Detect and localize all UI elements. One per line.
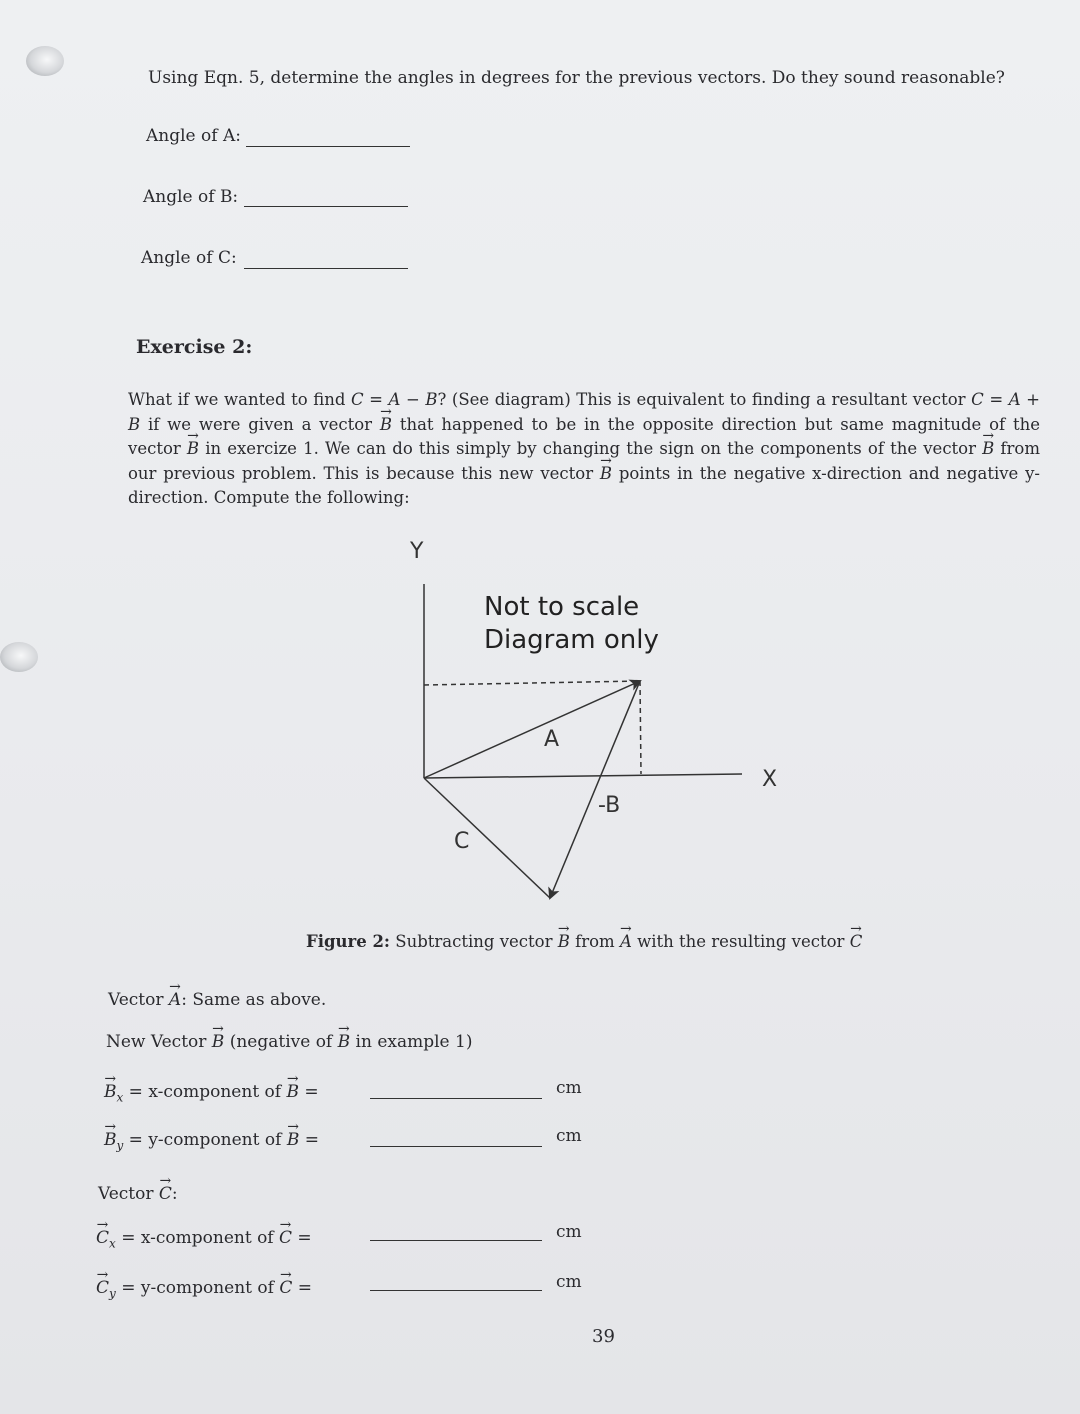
by-subscript: y <box>116 1138 124 1153</box>
angle-c-label: Angle of C: <box>141 248 237 268</box>
cy-vector: → C <box>279 1276 292 1300</box>
para-text: from our previous problem. This is because this new vector <box>128 439 1041 483</box>
cx-answer-blank[interactable] <box>370 1240 542 1241</box>
vector-c-line <box>98 1182 178 1206</box>
cy-subscript: y <box>109 1286 116 1301</box>
vector-neg-b-arrow <box>550 681 640 898</box>
by-text: = y-component of <box>123 1130 287 1150</box>
cy-unit: cm <box>556 1272 582 1292</box>
vector-diagram <box>380 530 820 910</box>
equation-c-plus: C = A + B <box>128 390 1040 434</box>
caption-text: from <box>569 932 620 951</box>
equation-c-minus: C = A − B <box>350 390 438 409</box>
cy-row <box>96 1276 312 1305</box>
cx-row <box>96 1226 312 1255</box>
cy-symbol: → C <box>96 1276 109 1300</box>
para-text: that happened to be in the opposite direction but same magnitude of the vector <box>128 414 1040 458</box>
caption-label: Figure 2: <box>306 932 391 951</box>
vector-b-symbol: → B <box>338 1030 351 1054</box>
bx-symbol: → B <box>104 1080 117 1104</box>
angle-b-label: Angle of B: <box>143 187 239 207</box>
by-equals: = <box>299 1130 319 1150</box>
angle-a-label: Angle of A: <box>146 126 241 146</box>
vector-b-symbol: → B <box>600 462 612 487</box>
caption-vector-c: → C <box>850 930 863 954</box>
by-symbol: → B <box>104 1128 117 1152</box>
cx-vector: → C <box>279 1226 292 1250</box>
cx-equals: = <box>292 1228 312 1248</box>
caption-vector-b: → B <box>558 930 570 954</box>
cx-symbol: → C <box>96 1226 109 1250</box>
caption-text: with the resulting vector <box>631 932 850 951</box>
para-text: What if we wanted to find <box>128 390 351 409</box>
line-text: : <box>171 1184 178 1204</box>
cx-unit: cm <box>556 1222 582 1242</box>
angle-a-blank[interactable] <box>246 146 410 147</box>
para-text: if we were given a vector <box>140 414 380 434</box>
vector-b-symbol: → B <box>380 413 392 438</box>
line-text: New Vector <box>106 1032 212 1052</box>
cy-text: = y-component of <box>115 1278 280 1298</box>
diagram-note-line2: Diagram only <box>484 625 659 655</box>
y-axis-label: Y <box>410 539 424 564</box>
cx-subscript: x <box>109 1236 116 1251</box>
diagram-note-line1: Not to scale <box>484 592 640 622</box>
para-text: ? (See diagram) This is equivalent to finding a resultant vector <box>437 390 972 409</box>
figure-caption <box>306 930 862 954</box>
line-text: in example 1) <box>350 1032 473 1052</box>
caption-text: Subtracting vector <box>390 932 558 951</box>
vector-neg-b-label: -B <box>598 793 621 818</box>
exercise-title: Exercise 2: <box>136 336 253 358</box>
by-vector: → B <box>287 1128 300 1152</box>
cy-equals: = <box>292 1278 312 1298</box>
new-vector-b-line <box>106 1030 472 1054</box>
vector-b-symbol: → B <box>212 1030 225 1054</box>
bx-subscript: x <box>116 1090 124 1105</box>
page-number: 39 <box>592 1326 615 1347</box>
binder-hole-middle <box>0 642 38 672</box>
by-unit: cm <box>556 1126 582 1146</box>
bx-text: = x-component of <box>123 1082 287 1102</box>
cx-text: = x-component of <box>115 1228 279 1248</box>
line-text: Vector <box>108 990 169 1010</box>
x-axis-label: X <box>762 767 778 792</box>
vector-a-label: A <box>544 727 560 752</box>
bx-equals: = <box>298 1082 319 1102</box>
bx-unit: cm <box>556 1078 582 1098</box>
angle-b-blank[interactable] <box>244 206 408 207</box>
vector-b-symbol: → B <box>187 437 199 462</box>
vector-b-symbol: → B <box>982 437 994 462</box>
vector-c-arrow <box>424 778 550 898</box>
line-text: (negative of <box>224 1032 338 1052</box>
exercise-paragraph <box>128 388 1040 511</box>
vector-c-symbol: → C <box>159 1182 172 1206</box>
para-text: in exercize 1. We can do this simply by changing the sign on the components of the vector <box>199 439 983 458</box>
by-answer-blank[interactable] <box>370 1146 542 1147</box>
dashed-guide-vertical <box>640 681 641 774</box>
binder-hole-top <box>26 46 64 76</box>
line-text: : Same as above. <box>181 990 327 1010</box>
angle-c-blank[interactable] <box>244 268 408 269</box>
vector-a-symbol: → A <box>169 988 181 1012</box>
vector-a-line <box>108 988 326 1012</box>
vector-a-arrow <box>424 681 640 778</box>
para-text: points in the negative x-direction and negative y-direction. Compute the following: <box>128 463 1040 507</box>
x-axis-line <box>424 774 742 778</box>
bx-vector: → B <box>286 1080 299 1104</box>
bx-row <box>104 1080 319 1109</box>
vector-c-label: C <box>454 829 470 854</box>
line-text: Vector <box>98 1184 159 1204</box>
cy-answer-blank[interactable] <box>370 1290 542 1291</box>
bx-answer-blank[interactable] <box>370 1098 542 1099</box>
intro-text: Using Eqn. 5, determine the angles in degrees for the previous vectors. Do they sound reasonable? <box>148 68 1005 88</box>
dashed-guide-horizontal <box>424 681 640 685</box>
caption-vector-a: → A <box>620 930 632 954</box>
by-row <box>104 1128 319 1157</box>
